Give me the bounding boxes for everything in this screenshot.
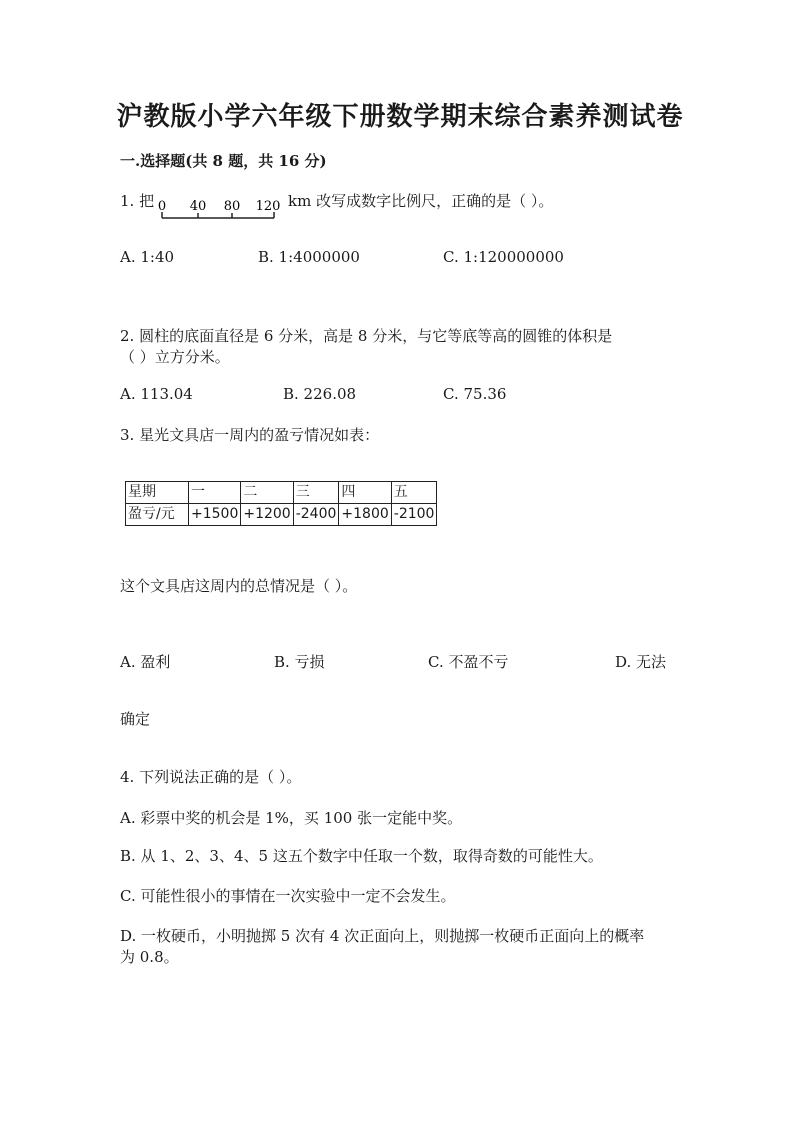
scale-tick-label: 120 <box>255 199 281 214</box>
q3-option-d: D. 无法 <box>615 653 667 671</box>
table-row <box>126 504 437 526</box>
section-header: 一.选择题(共 8 题，共 16 分) <box>120 152 327 170</box>
scale-tick-label: 0 <box>158 199 167 214</box>
q3-option-c: C. 不盈不亏 <box>428 653 509 671</box>
q3-option-b: B. 亏损 <box>274 653 325 671</box>
q2-stem-line1: 2. 圆柱的底面直径是 6 分米，高是 8 分米，与它等底等高的圆锥的体积是 <box>120 327 613 345</box>
q4-option-d-line1: D. 一枚硬币，小明抛掷 5 次有 4 次正面向上，则抛掷一枚硬币正面向上的概率 <box>120 927 645 945</box>
q2-option-a: A. 113.04 <box>120 385 193 403</box>
table-cell: +1500 <box>189 504 241 526</box>
scale-tick-label: 80 <box>223 199 241 214</box>
q3-question: 这个文具店这周内的总情况是（ ）。 <box>120 577 358 595</box>
table-cell: -2100 <box>391 504 437 526</box>
q2-option-b: B. 226.08 <box>283 385 357 403</box>
q3-option-d-wrap: 确定 <box>120 710 151 728</box>
table-header-row <box>126 482 437 504</box>
table-cell: 三 <box>293 482 339 504</box>
q1-option-b: B. 1:4000000 <box>258 248 360 266</box>
q4-option-d-line2: 为 0.8。 <box>120 948 179 966</box>
table-cell: 盈亏/元 <box>126 504 189 526</box>
q3-stem: 3. 星光文具店一周内的盈亏情况如表： <box>120 426 380 444</box>
table-cell: +1200 <box>241 504 293 526</box>
table-cell: 星期 <box>126 482 189 504</box>
scale-tick-label: 40 <box>189 199 207 214</box>
q4-option-c: C. 可能性很小的事情在一次实验中一定不会发生。 <box>120 887 456 905</box>
q1-suffix: km 改写成数字比例尺，正确的是（ ）。 <box>288 192 554 210</box>
scale-bar-icon <box>158 196 283 224</box>
profit-loss-table <box>125 481 437 526</box>
q2-stem-line2: （ ）立方分米。 <box>120 348 230 366</box>
q4-option-b: B. 从 1、2、3、4、5 这五个数字中任取一个数，取得奇数的可能性大。 <box>120 847 603 865</box>
q1-prefix: 1. 把 <box>120 192 155 210</box>
table-cell: -2400 <box>293 504 339 526</box>
table-cell: 四 <box>339 482 391 504</box>
q4-option-a: A. 彩票中奖的机会是 1%，买 100 张一定能中奖。 <box>120 809 463 827</box>
q2-option-c: C. 75.36 <box>443 385 507 403</box>
page-title: 沪教版小学六年级下册数学期末综合素养测试卷 <box>116 102 684 132</box>
table-cell: 五 <box>391 482 437 504</box>
table-cell: +1800 <box>339 504 391 526</box>
table-cell: 二 <box>241 482 293 504</box>
q1-option-a: A. 1:40 <box>120 248 175 266</box>
q3-option-a: A. 盈利 <box>120 653 171 671</box>
q4-stem: 4. 下列说法正确的是（ ）。 <box>120 768 302 786</box>
q1-option-c: C. 1:120000000 <box>443 248 564 266</box>
table-cell: 一 <box>189 482 241 504</box>
